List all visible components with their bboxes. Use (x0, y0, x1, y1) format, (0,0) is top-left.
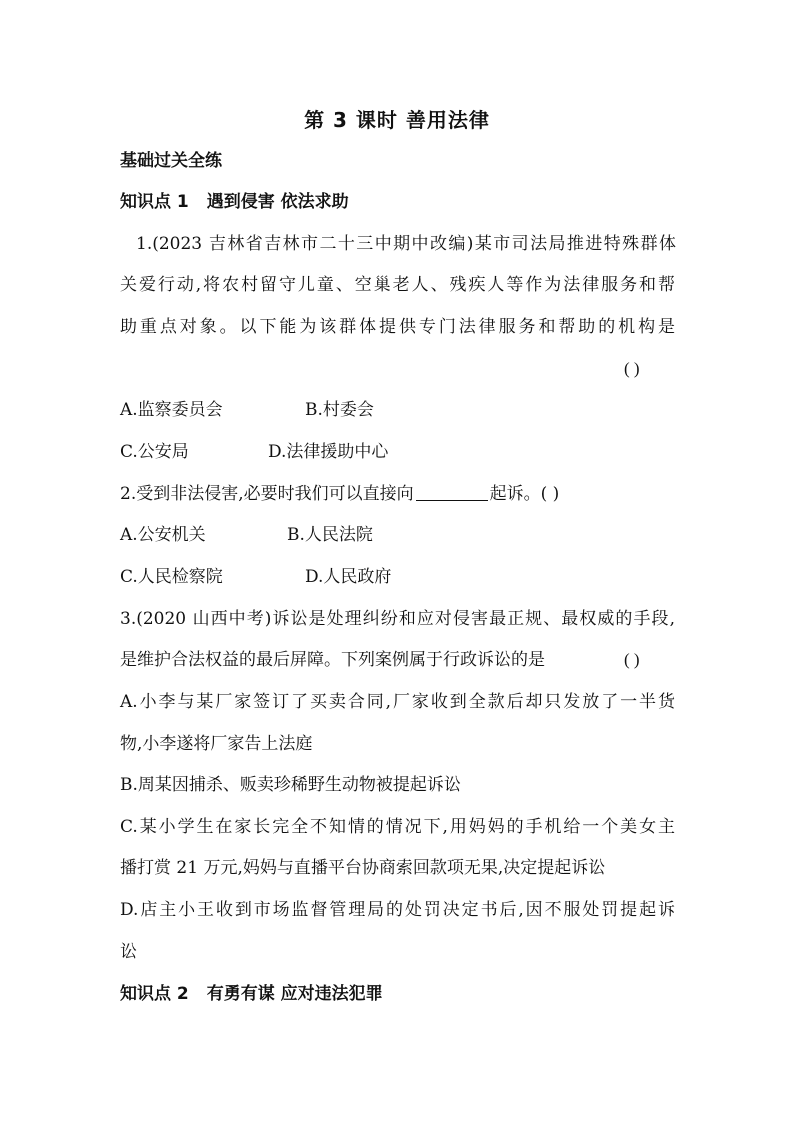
q1-option-d: D.法律援助中心 (268, 442, 389, 462)
q3-option-c-line-2: 播打赏 21 万元,妈妈与直播平台协商索回款项无果,决定提起诉讼 (120, 858, 606, 878)
q2-stem-before: 2.受到非法侵害,必要时我们可以直接向 (120, 484, 414, 504)
q1-option-c: C.公安局 (120, 442, 189, 462)
q1-line-3: 助重点对象。以下能为该群体提供专门法律服务和帮助的机构是 (120, 317, 675, 337)
q3-option-a-line-2: 物,小李遂将厂家告上法庭 (120, 734, 313, 754)
q3-option-c-line-1: C.某小学生在家长完全不知情的情况下,用妈妈的手机给一个美女主 (120, 817, 675, 837)
knowledge-point-1-text: 遇到侵害 依法求助 (206, 192, 349, 212)
q3-line-2: 是维护合法权益的最后屏障。下列案例属于行政诉讼的是 (120, 650, 545, 670)
page-title: 第 3 课时 善用法律 (304, 108, 490, 132)
q2-stem-after: 起诉。( ) (489, 484, 560, 504)
knowledge-point-2 (120, 983, 383, 1005)
section-heading: 基础过关全练 (120, 151, 222, 171)
knowledge-point-2-text: 有勇有谋 应对违法犯罪 (206, 984, 383, 1004)
q3-option-d-line-1: D.店主小王收到市场监督管理局的处罚决定书后,因不服处罚提起诉 (120, 900, 675, 920)
q2-option-d: D.人民政府 (305, 567, 392, 587)
q1-line-2: 关爱行动,将农村留守儿童、空巢老人、残疾人等作为法律服务和帮 (120, 275, 675, 295)
q2-stem (120, 483, 559, 505)
knowledge-point-1 (120, 191, 349, 213)
q1-option-b: B.村委会 (305, 400, 374, 420)
q3-option-b: B.周某因捕杀、贩卖珍稀野生动物被提起诉讼 (120, 775, 461, 795)
q2-option-c: C.人民检察院 (120, 567, 223, 587)
q2-option-b: B.人民法院 (287, 525, 373, 545)
q1-line-1: 1.(2023 吉林省吉林市二十三中期中改编)某市司法局推进特殊群体 (136, 234, 676, 254)
q2-blank (416, 484, 488, 501)
knowledge-point-1-label: 知识点 1 (120, 192, 189, 212)
q3-line-1: 3.(2020 山西中考)诉讼是处理纠纷和应对侵害最正规、最权威的手段, (120, 609, 675, 629)
q2-option-a: A.公安机关 (120, 525, 206, 545)
q3-option-a-line-1: A.小李与某厂家签订了买卖合同,厂家收到全款后却只发放了一半货 (120, 692, 675, 712)
q1-answer-paren: ( ) (624, 359, 640, 378)
q1-option-a: A.监察委员会 (120, 400, 223, 420)
knowledge-point-2-label: 知识点 2 (120, 984, 189, 1004)
q3-option-d-line-2: 讼 (120, 942, 137, 962)
q3-answer-paren: ( ) (624, 650, 640, 669)
